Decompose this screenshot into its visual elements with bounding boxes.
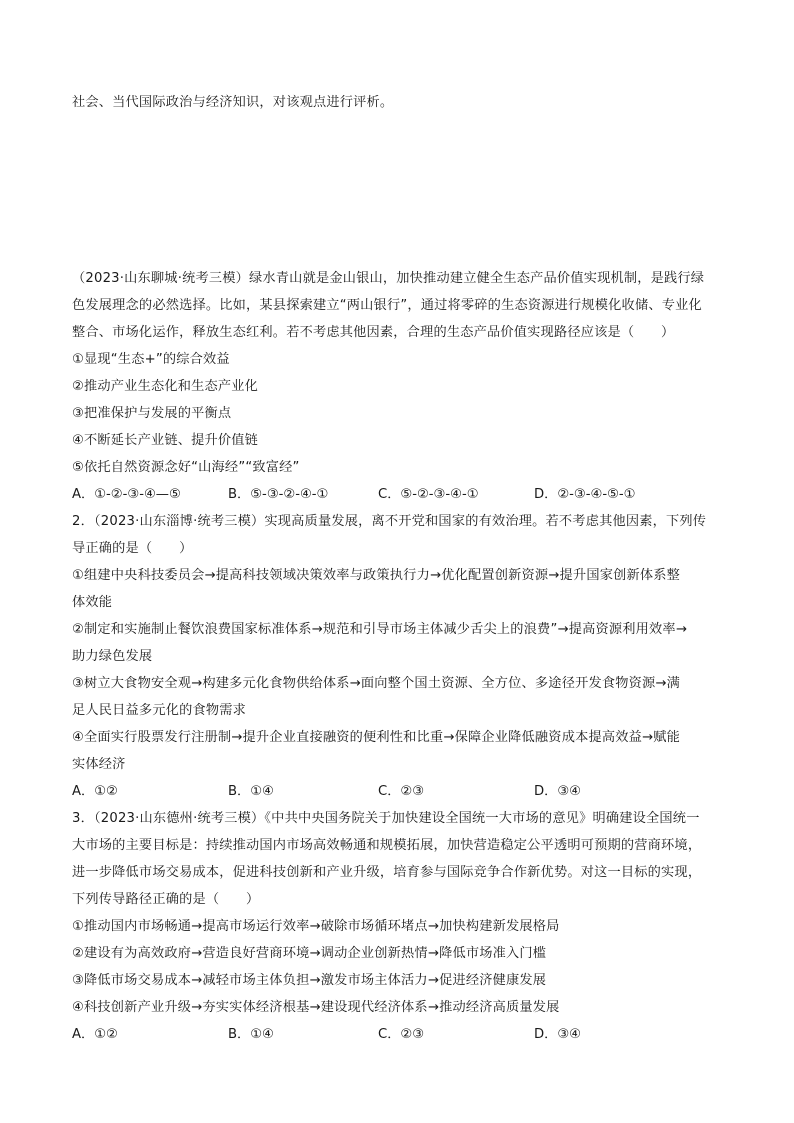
q2-options [72, 783, 732, 801]
q1-item-3: ③把准保护与发展的平衡点 [72, 406, 232, 421]
q3-item-2: ②建设有为高效政府→营造良好营商环境→调动企业创新热情→降低市场准入门槛 [72, 946, 547, 961]
q2-option-a: A．①② [72, 784, 118, 799]
q1-option-b: B．⑤-③-②-④-① [228, 487, 329, 502]
q1-item-4: ④不断延长产业链、提升价值链 [72, 433, 259, 448]
q2-item-4-line-2: 实体经济 [72, 757, 126, 772]
q2-item-2-line-1: ②制定和实施制止餐饮浪费国家标准体系→规范和引导市场主体减少舌尖上的浪费”→提高资源利用效率→ [72, 622, 688, 637]
q1-item-5: ⑤依托自然资源念好“山海经”“致富经” [72, 460, 300, 475]
q2-item-2-line-2: 助力绿色发展 [72, 649, 153, 664]
q3-stem-line-4: 下列传导路径正确的是（ ） [72, 892, 260, 907]
q3-item-1: ①推动国内市场畅通→提高市场运行效率→破除市场循环堵点→加快构建新发展格局 [72, 919, 560, 934]
q2-stem-line-1: 2．（2023·山东淄博·统考三模）实现高质量发展，离不开党和国家的有效治理。若不考虑其他因素，下列传 [72, 514, 707, 529]
q1-stem-line-3: 整合、市场化运作，释放生态红利。若不考虑其他因素，合理的生态产品价值实现路径应该是（ ） [72, 325, 675, 340]
q3-stem-line-1: 3．（2023·山东德州·统考三模）《中共中央国务院关于加快建设全国统一大市场的意见》明确建设全国统一 [72, 811, 700, 826]
q1-stem-line-2: 色发展理念的必然选择。比如，某县探索建立“两山银行”，通过将零碎的生态资源进行规模化收储、专业化 [72, 298, 702, 313]
q3-stem-line-3: 进一步降低市场交易成本，促进科技创新和产业升级，培育参与国际竞争合作新优势。对这一目标的实现， [72, 865, 702, 880]
q2-item-3-line-2: 足人民日益多元化的食物需求 [72, 703, 247, 718]
q2-stem-line-2: 导正确的是（ ） [72, 541, 193, 556]
q3-option-a: A．①② [72, 1027, 118, 1042]
q2-item-1-line-2: 体效能 [72, 595, 113, 610]
q2-item-1-line-1: ①组建中央科技委员会→提高科技领域决策效率与政策执行力→优化配置创新资源→提升国家创新体系整 [72, 568, 681, 583]
q1-option-a: A．①-②-③-④—⑤ [72, 487, 181, 502]
q1-option-d: D．②-③-④-⑤-① [534, 487, 636, 502]
q3-stem-line-2: 大市场的主要目标是：持续推动国内市场高效畅通和规模拓展，加快营造稳定公平透明可预期的营商环境， [72, 838, 702, 853]
q3-item-3: ③降低市场交易成本→减轻市场主体负担→激发市场主体活力→促进经济健康发展 [72, 973, 547, 988]
q2-item-3-line-1: ③树立大食物安全观→构建多元化食物供给体系→面向整个国土资源、全方位、多途径开发食物资源→满 [72, 676, 681, 691]
intro-line: 社会、当代国际政治与经济知识，对该观点进行评析。 [72, 95, 394, 110]
q1-item-1: ①显现“生态+”的综合效益 [72, 352, 230, 367]
q2-item-4-line-1: ④全面实行股票发行注册制→提升企业直接融资的便利性和比重→保障企业降低融资成本提高效益→赋能 [72, 730, 681, 745]
q2-option-d: D．③④ [534, 784, 581, 799]
q1-item-2: ②推动产业生态化和生态产业化 [72, 379, 259, 394]
q1-options [72, 486, 732, 504]
q1-stem-line-1: （2023·山东聊城·统考三模）绿水青山就是金山银山，加快推动建立健全生态产品价值实现机制，是践行绿 [72, 271, 705, 286]
q2-option-b: B．①④ [228, 784, 274, 799]
q3-option-c: C．②③ [378, 1027, 425, 1042]
q3-item-4: ④科技创新产业升级→夯实实体经济根基→建设现代经济体系→推动经济高质量发展 [72, 1000, 560, 1015]
q2-option-c: C．②③ [378, 784, 425, 799]
q3-option-b: B．①④ [228, 1027, 274, 1042]
q1-option-c: C．⑤-②-③-④-① [378, 487, 479, 502]
q3-option-d: D．③④ [534, 1027, 581, 1042]
q3-options [72, 1026, 732, 1044]
